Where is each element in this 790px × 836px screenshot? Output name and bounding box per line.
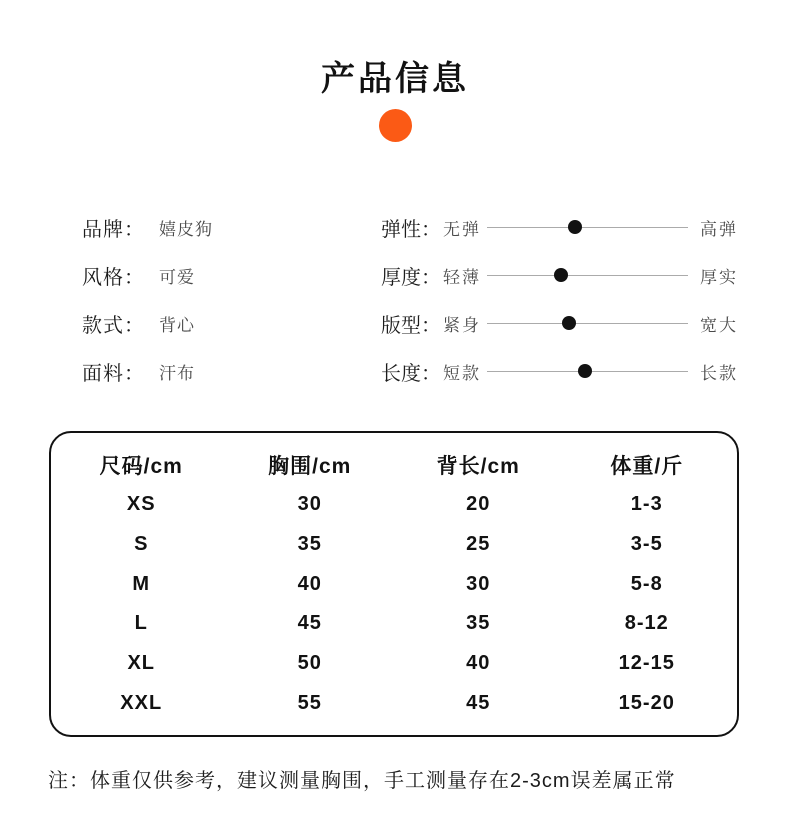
slider-max-label: 厚实 xyxy=(700,267,738,287)
slider-label: 厚度： xyxy=(381,266,441,289)
table-cell: 40 xyxy=(297,572,322,595)
table-cell: 5-8 xyxy=(630,572,663,595)
table-row-xl xyxy=(57,644,731,684)
size-table xyxy=(49,431,739,737)
table-cell: M xyxy=(132,572,151,595)
table-cell: 35 xyxy=(297,532,322,555)
table-cell: 20 xyxy=(466,493,491,516)
table-cell: 30 xyxy=(297,493,322,516)
attribute-label: 品牌： xyxy=(82,218,145,241)
table-row-l xyxy=(57,604,731,644)
table-cell: 25 xyxy=(466,532,491,555)
table-cell: 55 xyxy=(297,691,322,714)
attribute-row-style xyxy=(82,251,362,299)
slider-dot xyxy=(554,268,568,282)
size-table-header-row xyxy=(57,445,731,485)
slider-dot xyxy=(562,316,576,330)
slider-min-label: 短款 xyxy=(443,363,481,383)
slider-track xyxy=(487,275,688,276)
table-row-xxl xyxy=(57,683,731,723)
slider-min-label: 无弹 xyxy=(443,219,481,239)
table-cell: 50 xyxy=(297,651,322,674)
table-cell: 15-20 xyxy=(618,691,675,714)
slider-row-elasticity xyxy=(381,203,738,251)
slider-label: 版型： xyxy=(381,314,441,337)
attribute-label: 风格： xyxy=(82,266,145,289)
slider-track xyxy=(487,227,688,228)
column-header: 背长/cm xyxy=(436,454,520,478)
page-title: 产品信息 xyxy=(321,60,469,98)
table-row-s xyxy=(57,524,731,564)
header xyxy=(0,62,790,142)
attribute-label: 款式： xyxy=(82,314,145,337)
slider-row-length xyxy=(381,347,738,395)
slider-row-fit xyxy=(381,299,738,347)
slider-max-label: 长款 xyxy=(700,363,738,383)
table-cell: XS xyxy=(126,493,156,516)
attributes-list xyxy=(82,203,362,395)
slider-dot xyxy=(578,364,592,378)
column-header: 尺码/cm xyxy=(99,454,183,478)
accent-dot-icon xyxy=(379,109,412,142)
attribute-value: 嬉皮狗 xyxy=(159,219,213,239)
table-cell: 45 xyxy=(466,691,491,714)
table-cell: S xyxy=(134,532,149,555)
attribute-row-brand xyxy=(82,203,362,251)
slider-track xyxy=(487,371,688,372)
slider-label: 弹性： xyxy=(381,218,441,241)
table-cell: 30 xyxy=(466,572,491,595)
table-cell: XXL xyxy=(120,691,163,714)
slider-max-label: 高弹 xyxy=(700,219,738,239)
table-cell: 12-15 xyxy=(618,651,675,674)
attribute-value: 汗布 xyxy=(159,363,195,383)
table-cell: 1-3 xyxy=(630,493,663,516)
slider-max-label: 宽大 xyxy=(700,315,738,335)
table-cell: 8-12 xyxy=(624,612,669,635)
column-header: 胸围/cm xyxy=(268,454,352,478)
table-cell: 45 xyxy=(297,612,322,635)
attribute-label: 面料： xyxy=(82,362,145,385)
attribute-value: 背心 xyxy=(159,315,195,335)
table-cell: 35 xyxy=(466,612,491,635)
slider-dot xyxy=(568,220,582,234)
attribute-row-type xyxy=(82,299,362,347)
table-cell: 40 xyxy=(466,651,491,674)
slider-min-label: 轻薄 xyxy=(443,267,481,287)
slider-label: 长度： xyxy=(381,362,441,385)
column-header: 体重/斤 xyxy=(610,454,684,478)
table-row-xs xyxy=(57,485,731,525)
attribute-row-fabric xyxy=(82,347,362,395)
slider-row-thickness xyxy=(381,251,738,299)
property-sliders xyxy=(381,203,738,395)
attribute-value: 可爱 xyxy=(159,267,195,287)
slider-track xyxy=(487,323,688,324)
slider-min-label: 紧身 xyxy=(443,315,481,335)
table-cell: L xyxy=(134,612,148,635)
table-cell: 3-5 xyxy=(630,532,663,555)
footnote: 注：体重仅供参考，建议测量胸围，手工测量存在2-3cm误差属正常 xyxy=(48,770,676,792)
table-cell: XL xyxy=(127,651,156,674)
table-row-m xyxy=(57,564,731,604)
